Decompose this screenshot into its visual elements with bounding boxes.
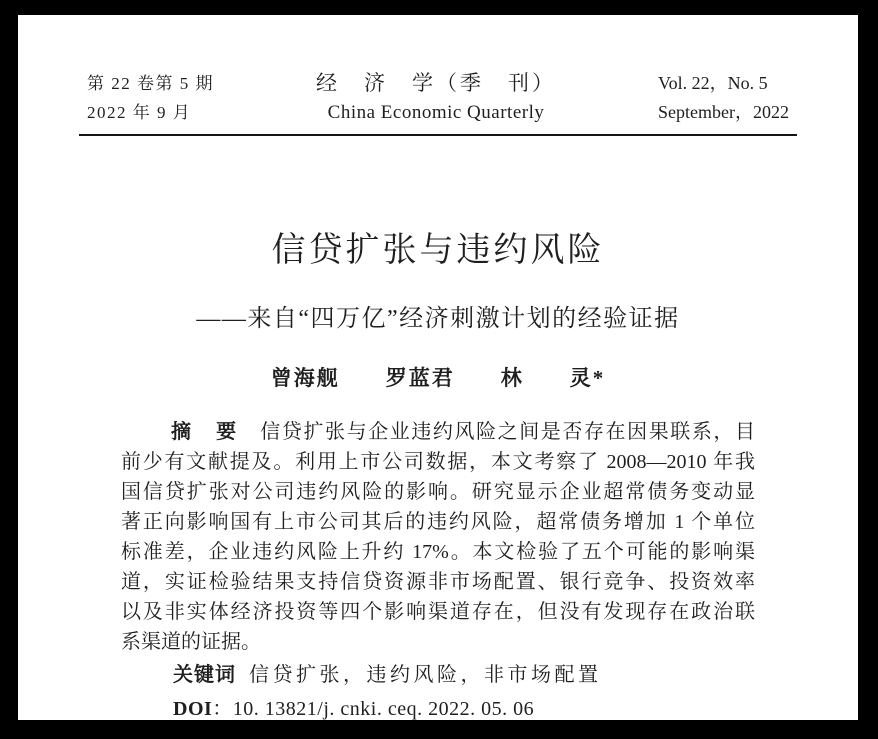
- doi-value: ：10. 13821/j. cnki. ceq. 2022. 05. 06: [212, 698, 535, 720]
- journal-volume-issue-en: Vol. 22，No. 5: [658, 73, 768, 93]
- journal-date-en: September，2022: [658, 102, 789, 122]
- abstract-line: 道，实证检验结果支持信贷资源非市场配置、银行竞争、投资效率: [121, 571, 755, 593]
- keywords-label: 关键词: [173, 664, 236, 686]
- journal-name-cn: 经 济 学（季 刊）: [316, 71, 556, 95]
- doi-label: DOI: [173, 698, 213, 720]
- keywords-line: [121, 660, 755, 690]
- abstract-line: 国信贷扩张对公司违约风险的影响。研究显示企业超常债务变动显: [121, 481, 755, 503]
- journal-issue-en: [658, 69, 789, 127]
- journal-header: [87, 15, 789, 127]
- abstract-line: 标准差，企业违约风险上升约 17%。本文检验了五个可能的影响渠: [121, 541, 755, 563]
- abstract-label: 摘 要: [171, 421, 239, 443]
- journal-issue-cn: [87, 69, 214, 127]
- journal-date-cn: 2022 年 9 月: [87, 103, 192, 122]
- doi-line: [121, 694, 755, 724]
- abstract-line: [121, 417, 755, 447]
- paper-page: [18, 15, 858, 720]
- abstract-line: 前少有文献提及。利用上市公司数据，本文考察了 2008—2010 年我: [121, 451, 755, 473]
- article-title: 信贷扩张与违约风险: [271, 232, 605, 269]
- abstract-block: [121, 417, 755, 724]
- article-subtitle: ——来自“四万亿”经济刺激计划的经验证据: [196, 306, 680, 332]
- abstract-line-text: 信贷扩张与企业违约风险之间是否存在因果联系，目: [238, 421, 756, 443]
- journal-name: [316, 69, 556, 127]
- journal-name-en: China Economic Quarterly: [327, 102, 545, 123]
- article-authors: 曾海舰 罗蓝君 林 灵*: [270, 366, 606, 390]
- header-rule: [79, 134, 797, 136]
- journal-volume-issue-cn: 第 22 卷第 5 期: [87, 74, 214, 93]
- abstract-line: 系渠道的证据。: [121, 631, 261, 653]
- abstract-line: 著正向影响国有上市公司其后的违约风险，超常债务增加 1 个单位: [121, 511, 755, 533]
- abstract-line: 以及非实体经济投资等四个影响渠道存在，但没有发现存在政治联: [121, 601, 755, 623]
- keywords-text: 信贷扩张，违约风险，非市场配置: [249, 664, 602, 686]
